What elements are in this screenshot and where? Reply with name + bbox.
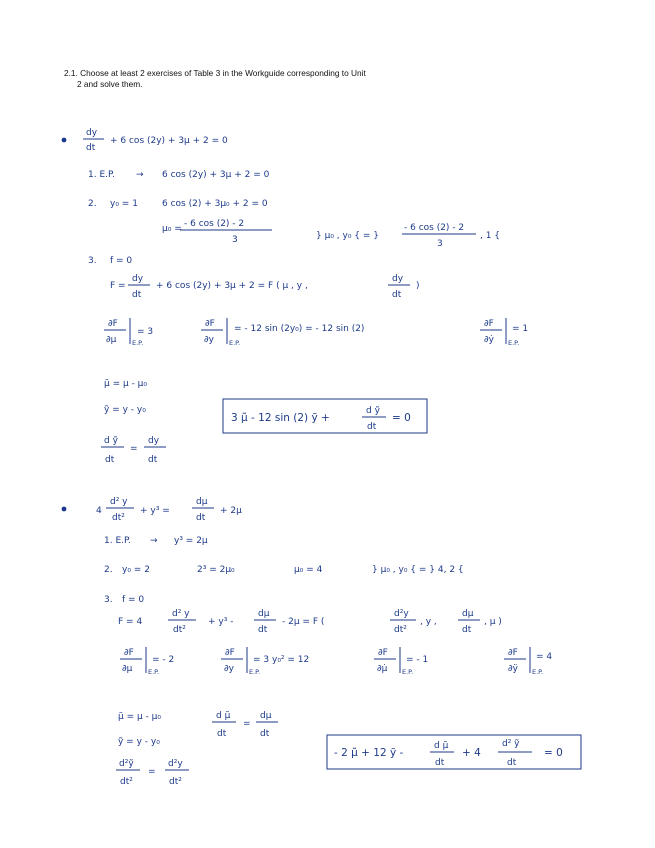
ex1-d1-den: ∂μ (106, 335, 117, 345)
ex1-step3-label: 3. (88, 256, 97, 266)
ex2-d1-den: ∂μ (122, 664, 133, 674)
ex1-d2-sub: E.P. (229, 339, 241, 347)
ex2-eq-rest: + 2μ (220, 506, 242, 516)
ex1-f-rnum: dy (392, 274, 404, 284)
ex2-step2-eq: 2³ = 2μ₀ (197, 565, 235, 575)
ex1-boxed-left: 3 μ̃ - 12 sin (2) ỹ + (231, 412, 330, 424)
ex1-step1-arrow: → (136, 170, 144, 180)
ex1-f-lhs: F = (110, 281, 126, 291)
ex2-step1-eq: y³ = 2μ (174, 536, 208, 546)
ex2-d4-sub: E.P. (532, 668, 544, 676)
ex1-d2-val: = - 12 sin (2y₀) = - 12 sin (2) (234, 324, 365, 334)
ex2-eq-coef: 4 (96, 506, 102, 516)
ex2-f-mid1: + y³ - (208, 617, 234, 627)
ex1-partial-y (201, 318, 364, 347)
ex1-boxed-den: dt (367, 422, 377, 432)
ex2-f-den4: dt (462, 625, 472, 635)
ex2-eq-den: dt² (112, 513, 125, 523)
ex2-dev-y: ỹ = y - y₀ (118, 737, 160, 747)
ex1-dev-y: ỹ = y - y₀ (104, 405, 146, 415)
ex2-eq-rnum: dμ (196, 497, 208, 507)
ex2-d4-den: ∂ÿ (508, 664, 518, 674)
ex2-d3-val: = - 1 (406, 655, 429, 665)
ex2-step2-mu0: μ₀ = 4 (294, 565, 323, 575)
ex1-dev-d-lden: dt (105, 455, 115, 465)
ex2-d4-num: ∂F (508, 648, 518, 658)
ex2-step2-label: 2. (104, 565, 113, 575)
ex1-f-num: dy (132, 274, 144, 284)
ex2-f-den: dt² (173, 625, 186, 635)
ex2-dev-mu-rnum: dμ (260, 711, 272, 721)
ex1-eq-num: dy (86, 128, 98, 138)
ex2-f-num3: d²y (394, 609, 409, 619)
ex1-ep-den: 3 (437, 239, 443, 249)
ex2-dev-d-rden: dt² (169, 777, 182, 787)
ex2-boxed-num: d μ̃ (434, 741, 449, 751)
exercise-2 (62, 497, 581, 787)
ex2-step1-arrow: → (150, 536, 158, 546)
ex1-ep-left: } μ₀ , y₀ { = } (316, 231, 380, 241)
bullet-exercise-1 (62, 138, 67, 143)
ex2-dev-d-lnum: d²ỹ (119, 759, 134, 769)
ex2-f-num: d² y (172, 609, 190, 619)
ex1-eq-rest: + 6 cos (2y) + 3μ + 2 = 0 (110, 136, 228, 146)
ex2-f-num4: dμ (462, 609, 474, 619)
ex2-step2-ep: } μ₀ , y₀ { = } 4, 2 { (372, 565, 464, 575)
ex2-dev-d-rnum: d²y (168, 759, 183, 769)
ex1-dev-d-rnum: dy (148, 436, 160, 446)
ex1-mu0-label: μ₀ = (162, 224, 182, 234)
ex1-boxed-right: = 0 (392, 412, 411, 424)
ex2-boxed-den: dt (435, 758, 445, 768)
ex2-d3-den: ∂μ̇ (377, 664, 388, 674)
ex1-step1-eq: 6 cos (2y) + 3μ + 2 = 0 (162, 170, 270, 180)
ex2-partial-yddot (504, 647, 552, 676)
ex2-partial-mu (120, 647, 174, 676)
ex1-d3-val: = 1 (512, 324, 529, 334)
ex2-dev-mu-eq: = (243, 719, 251, 729)
ex2-dev-d-lden: dt² (120, 777, 133, 787)
ex2-f-num2: dμ (258, 609, 270, 619)
ex2-d2-den: ∂y (224, 664, 234, 674)
ex1-ep-right: , 1 { (480, 231, 501, 241)
ex1-step1-label: 1. E.P. (88, 170, 115, 180)
ex1-d3-den: ∂ẏ (484, 335, 494, 345)
bullet-exercise-2 (62, 507, 67, 512)
ex1-mu0-den: 3 (232, 235, 238, 245)
ex1-d3-num: ∂F (484, 319, 494, 329)
ex2-dev-mu-lnum: d μ̃ (216, 711, 231, 721)
ex2-boxed-right: = 0 (544, 747, 563, 759)
ex2-f-lhs: F = 4 (118, 617, 143, 627)
ex2-d3-num: ∂F (378, 648, 388, 658)
ex2-dev-mu-rden: dt (260, 729, 270, 739)
ex1-dev-mu: μ̃ = μ - μ₀ (104, 379, 148, 389)
ex1-mu0-num: - 6 cos (2) - 2 (184, 219, 245, 229)
ex2-boxed-num2: d² ỹ (502, 739, 520, 749)
ex1-dev-d-rden: dt (148, 455, 158, 465)
ex1-f-close: ) (416, 281, 420, 291)
ex2-step3-f0: f = 0 (122, 595, 145, 605)
ex1-dev-d-eq: = (130, 444, 138, 454)
ex2-f-mid3: , y , (420, 617, 437, 627)
ex1-step2-eq: 6 cos (2) + 3μ₀ + 2 = 0 (162, 199, 268, 209)
ex2-d1-val: = - 2 (152, 655, 175, 665)
ex2-boxed-mid: + 4 (462, 747, 481, 759)
ex1-step2-y0: y₀ = 1 (110, 199, 138, 209)
ex1-f-rden: dt (392, 290, 402, 300)
ex1-partial-mu (104, 318, 153, 347)
ex1-step3-f0: f = 0 (110, 256, 133, 266)
ex1-partial-ydot (480, 318, 528, 347)
ex1-f-mid: + 6 cos (2y) + 3μ + 2 = F ( μ , y , (156, 281, 308, 291)
ex2-eq-num: d² y (110, 497, 128, 507)
ex2-f-den2: dt (258, 625, 268, 635)
ex1-boxed-num: d ỹ (366, 406, 380, 416)
ex2-eq-rden: dt (196, 513, 206, 523)
ex2-dev-d-eq: = (148, 767, 156, 777)
ex2-step3-label: 3. (104, 595, 113, 605)
prompt-line-2: 2 and solve them. (77, 79, 143, 89)
ex2-partial-mudot (374, 647, 428, 676)
ex1-ep-num: - 6 cos (2) - 2 (404, 223, 465, 233)
ex2-f-close: , μ ) (484, 617, 502, 627)
ex1-d1-sub: E.P. (132, 339, 144, 347)
ex2-d1-num: ∂F (124, 648, 134, 658)
ex2-boxed-den2: dt (507, 758, 517, 768)
ex2-d2-sub: E.P. (249, 668, 261, 676)
ex2-d2-num: ∂F (225, 648, 235, 658)
ex2-d1-sub: E.P. (148, 668, 160, 676)
ex1-f-den: dt (132, 290, 142, 300)
ex2-dev-mu: μ̃ = μ - μ₀ (118, 712, 162, 722)
exercise-1 (62, 128, 529, 465)
ex1-d3-sub: E.P. (508, 339, 520, 347)
ex1-d2-den: ∂y (204, 335, 214, 345)
ex2-step2-y0: y₀ = 2 (122, 565, 150, 575)
ex2-d4-val: = 4 (536, 652, 553, 662)
ex2-partial-y (221, 647, 309, 676)
ex2-f-den3: dt² (394, 625, 407, 635)
ex2-d3-sub: E.P. (402, 668, 414, 676)
ex2-step1-label: 1. E.P. (104, 536, 131, 546)
ex1-eq-den: dt (86, 143, 96, 153)
ex1-d1-val: = 3 (137, 327, 154, 337)
ex2-eq-mid: + y³ = (140, 506, 170, 516)
ex1-d1-num: ∂F (108, 319, 118, 329)
ex2-boxed-left: - 2 μ̃ + 12 ỹ - (334, 747, 404, 759)
ex1-step2-label: 2. (88, 199, 97, 209)
ex2-dev-mu-lden: dt (217, 729, 227, 739)
ex2-f-mid2: - 2μ = F ( (282, 617, 325, 627)
prompt-line-1: 2.1. Choose at least 2 exercises of Table 3 in the Workguide corresponding to Unit (64, 68, 366, 78)
ex1-d2-num: ∂F (205, 319, 215, 329)
ex2-d2-val: = 3 y₀² = 12 (253, 655, 310, 665)
ex1-dev-d-lnum: d ỹ (104, 436, 118, 446)
